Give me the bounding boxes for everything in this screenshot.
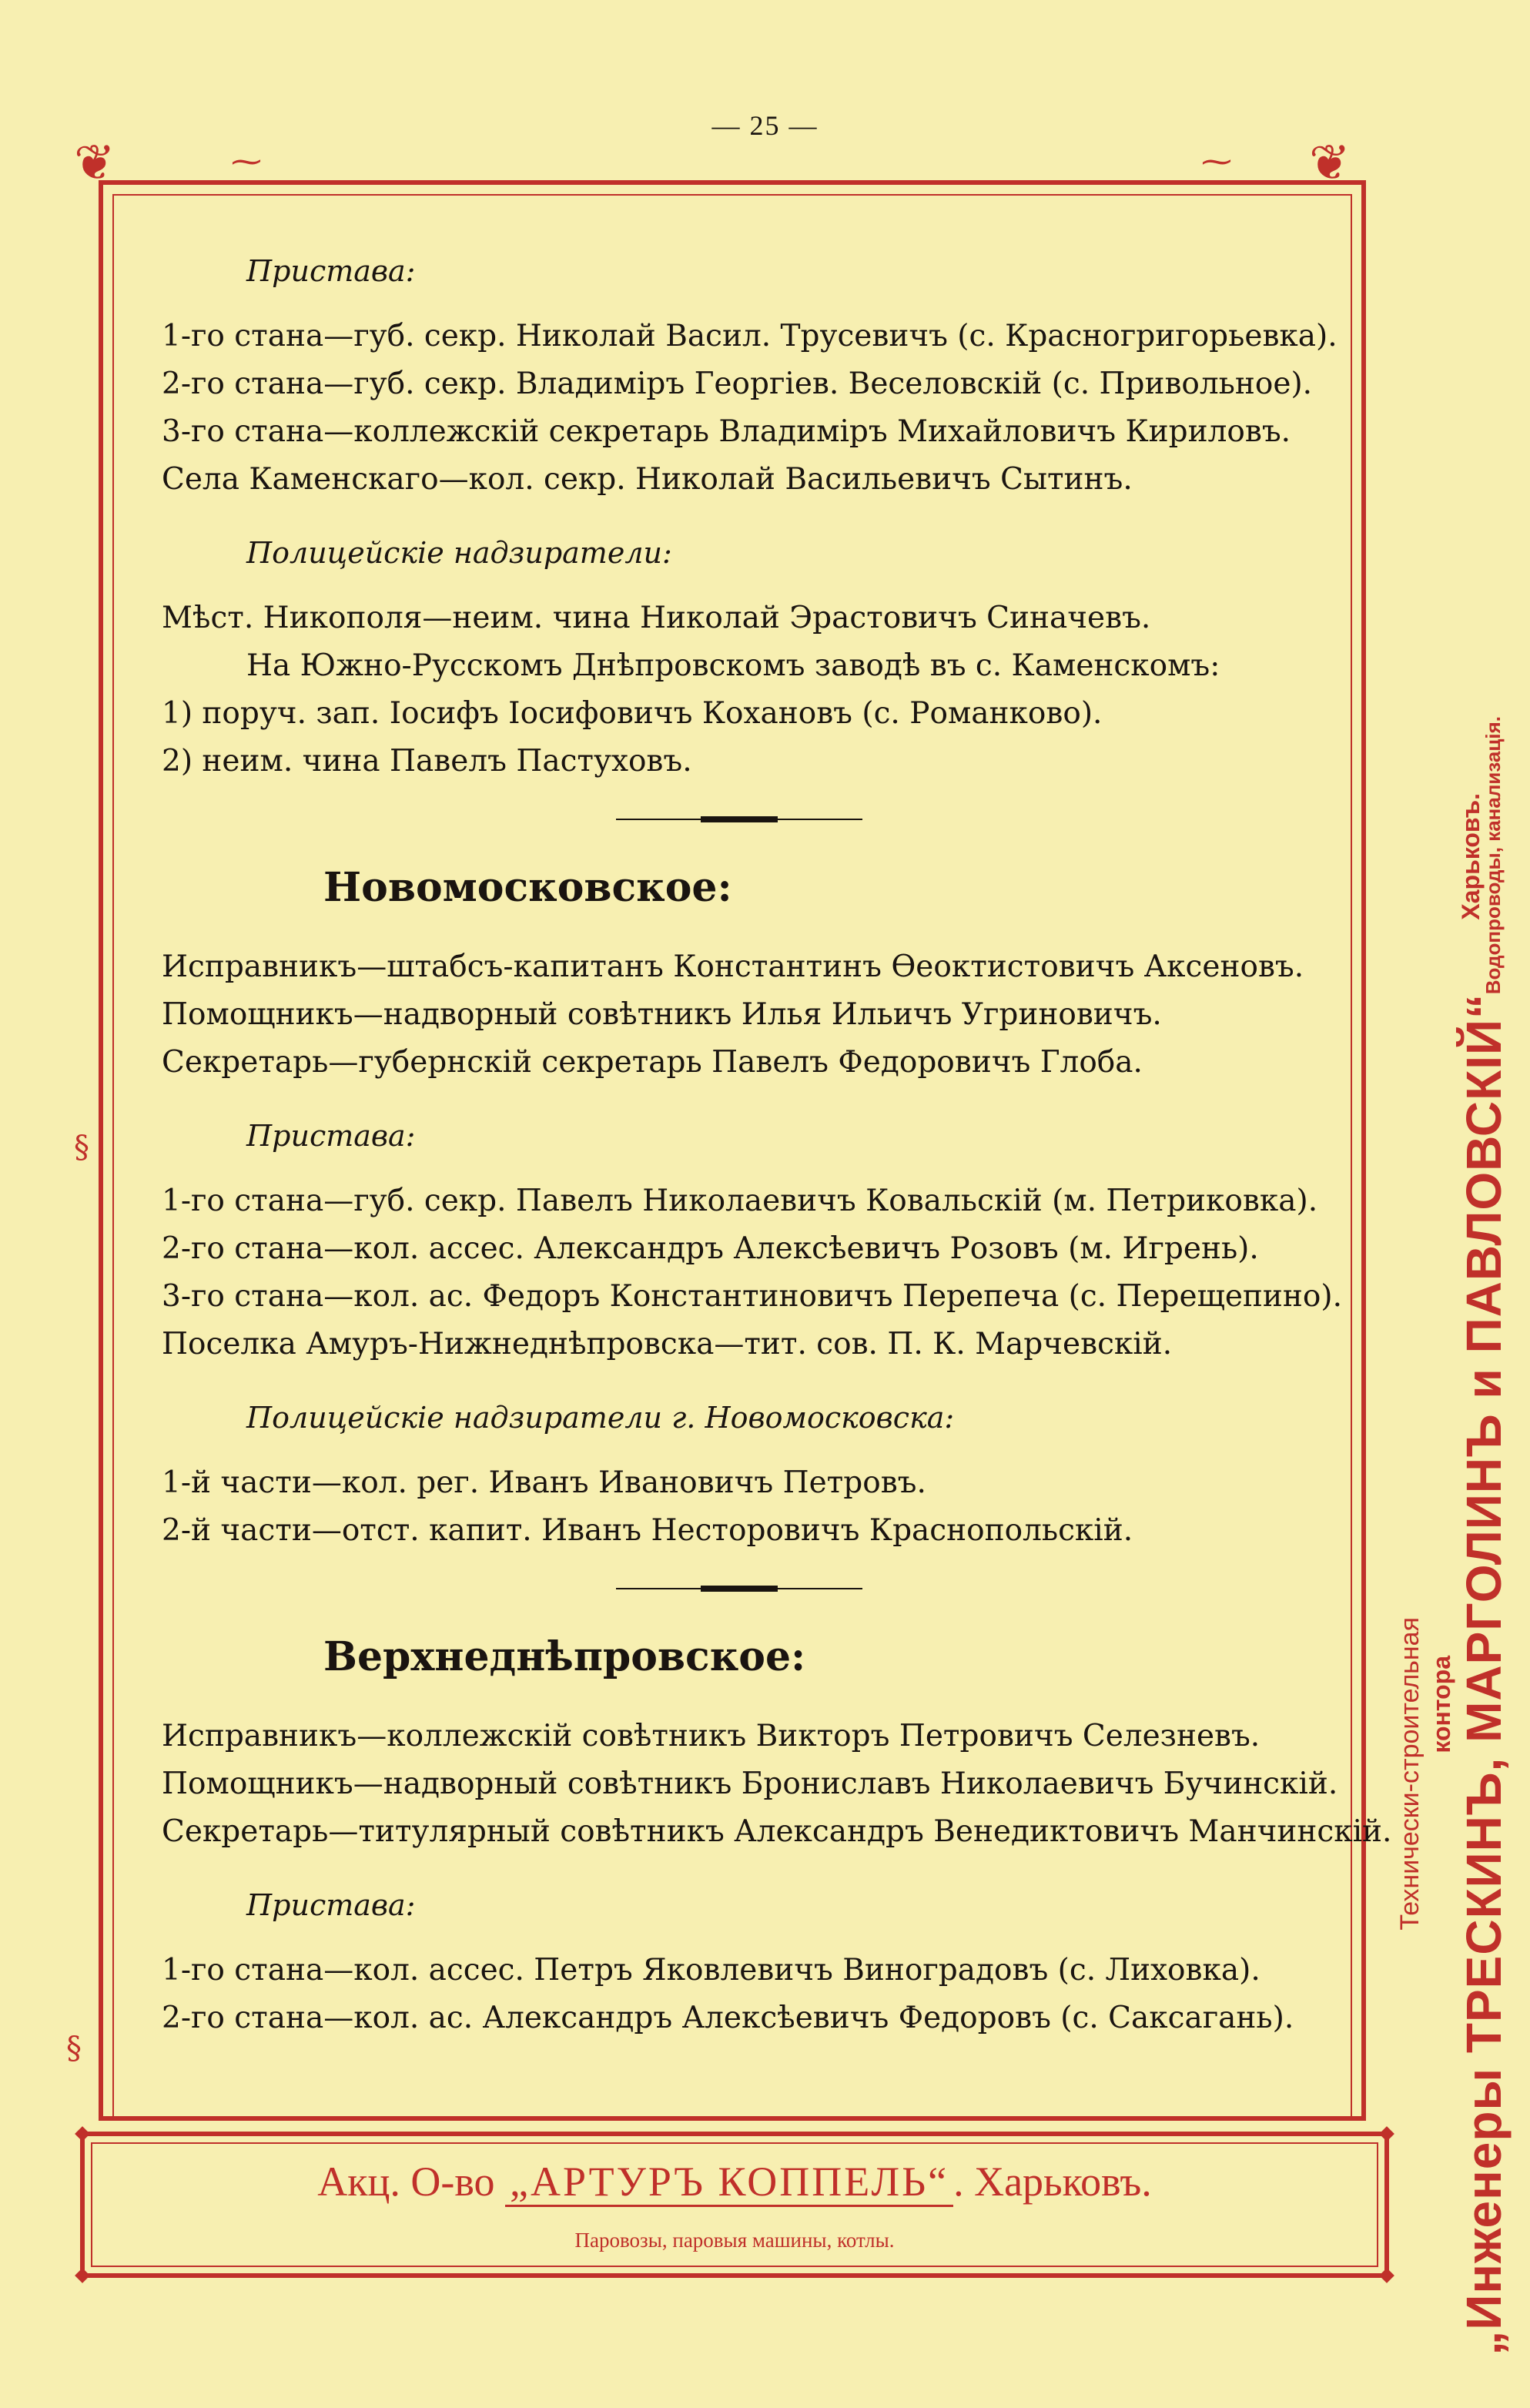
bottom-ad-headline [85,2158,1384,2205]
side-ad-line1: Технически-строительная [1395,1617,1425,1931]
bottom-ad-prefix: Акц. О-во [317,2158,495,2205]
side-ad-line2: контора [1428,1656,1455,1753]
text-line: 1-го стана—кол. ассес. Петръ Яковлевичъ Виноградовъ (с. Лиховка). [162,1953,1260,1988]
bottom-ad-firm: „АРТУРЪ КОППЕЛЬ“ [505,2158,953,2207]
text-line: Исправникъ—коллежскій совѣтникъ Викторъ Петровичъ Селезневъ. [162,1719,1260,1753]
text-line: 1-й части—кол. рег. Иванъ Ивановичъ Петровъ. [162,1465,926,1500]
bottom-advertisement [80,2132,1389,2278]
text-line: Помощникъ—надворный совѣтникъ Брониславъ Николаевичъ Бучинскій. [162,1767,1338,1801]
text-line: 1) поруч. зап. Іосифъ Іосифовичъ Кохановъ (с. Романково). [162,696,1103,731]
bottom-ad-city: . Харьковъ. [953,2158,1152,2205]
section-heading-nadzirateli-2: Полицейскіе надзиратели г. Новомосковска: [246,1401,955,1435]
section-heading-pristava-1: Пристава: [246,254,416,288]
text-line: 2-го стана—губ. секр. Владиміръ Георгiев. Веселовскій (с. Привольное). [162,367,1313,401]
text-line: Исправникъ—штабсъ-капитанъ Константинъ Ѳеоктистовичъ Аксеновъ. [162,949,1304,984]
scroll-ornament-top-center-left: ⁓ [231,144,262,179]
text-line: 2-й части—отст. капит. Иванъ Несторовичъ Краснопольскій. [162,1513,1133,1548]
side-advertisement [1386,393,1512,2356]
text-line: 3-го стана—коллежскій секретарь Владиміръ Михайловичъ Кириловъ. [162,414,1291,449]
section-divider [616,816,862,822]
side-ad-city: Харьковъ. [1457,793,1485,920]
section-divider [616,1586,862,1592]
text-line: 2-го стана—кол. ассес. Александръ Алексѣевичъ Розовъ (м. Игрень). [162,1231,1259,1266]
text-line: Секретарь—губернскій секретарь Павелъ Федоровичъ Глоба. [162,1045,1143,1080]
text-line: 2-го стана—кол. ас. Александръ Алексѣевичъ Федоровъ (с. Саксагань). [162,2001,1294,2035]
text-line: 1-го стана—губ. секр. Павелъ Николаевичъ Ковальскій (м. Петриковка). [162,1184,1318,1218]
text-line: На Южно-Русскомъ Днѣпровскомъ заводѣ въ с. Каменскомъ: [246,648,1220,683]
scroll-ornament-top-right: ❦ [1309,135,1351,192]
text-line: Помощникъ—надворный совѣтникъ Илья Ильичъ Угриновичъ. [162,997,1162,1032]
page-number: — 25 — [711,110,819,141]
corner-diamond-icon [1379,2268,1394,2283]
section-heading-nadzirateli-1: Полицейскіе надзиратели: [246,536,672,570]
text-line: Поселка Амуръ-Нижнеднѣпровска—тит. сов. П. К. Марчевскій. [162,1327,1173,1361]
text-line: 1-го стана—губ. секр. Николай Васил. Трусевичъ (с. Красногригорьевка). [162,319,1337,353]
text-line: 2) неим. чина Павелъ Пастуховъ. [162,744,692,779]
corner-diamond-icon [75,2126,90,2142]
section-heading-pristava-2: Пристава: [246,1119,416,1153]
section-heading-pristava-3: Пристава: [246,1888,416,1922]
corner-diamond-icon [1379,2126,1394,2142]
text-line: Села Каменскаго—кол. секр. Николай Васильевичъ Сытинъ. [162,462,1133,497]
page-content [162,254,1392,2042]
scroll-ornament-top-left: ❦ [74,135,116,192]
section-title-novomoskovsk: Новомосковское: [323,864,732,911]
side-ad-services: Водопроводы, канализація. [1481,716,1505,995]
text-line: Секретарь—титулярный совѣтникъ Александръ Венедиктовичъ Манчинскій. [162,1814,1392,1849]
scroll-ornament-top-center-right: ⁓ [1201,144,1232,179]
bottom-ad-subtitle: Паровозы, паровыя машины, котлы. [574,2229,895,2252]
corner-diamond-icon [75,2268,90,2283]
text-line: 3-го стана—кол. ас. Федоръ Константиновичъ Перепеча (с. Перещепино). [162,1279,1342,1314]
scroll-ornament-left-middle: § [74,1130,89,1165]
side-ad-firm: „Инженеры ТРЕСКИНЪ, МАРГОЛИНЪ и ПАВЛОВСКІЙ“ [1456,993,1512,2356]
text-line: Мѣст. Никополя—неим. чина Николай Эрастовичъ Синачевъ. [162,601,1151,635]
section-title-verkhnedneprovsk: Верхнеднѣпровское: [323,1633,806,1680]
scroll-ornament-left-lower: § [66,2031,82,2066]
